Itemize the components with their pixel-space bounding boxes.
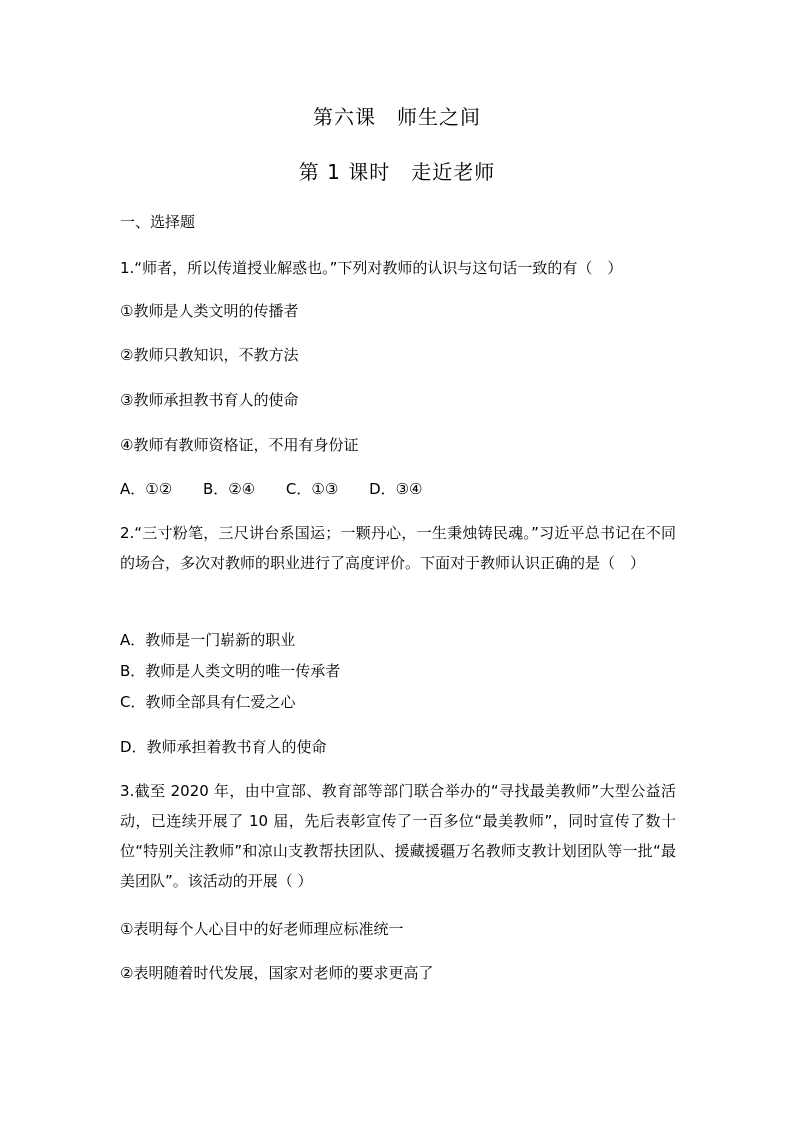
question-2-option-d: D．教师承担着教书育人的使命 (120, 738, 327, 756)
question-1-option-c: C．①③ (285, 480, 339, 498)
question-3-stem: 3.截至 2020 年，由中宣部、教育部等部门联合举办的“寻找最美教师”大型公益活动，已连续开展了 10 届，先后表彰宣传了一百多位“最美教师”，同时宣传了数十位“特别关注教师”和凉山支教帮扶团队、援藏援疆万名教师支教计划团队等一批“最美团队”。该活动的开展（ ） (120, 782, 676, 890)
section-heading: 一、选择题 (120, 213, 196, 231)
question-1-options (120, 479, 449, 499)
question-1-option-a: A．①② (120, 480, 173, 498)
question-2-option-c: C．教师全部具有仁爱之心 (120, 693, 296, 711)
question-1-statement-2: ②教师只教知识，不教方法 (120, 346, 299, 364)
question-3-statement-1: ①表明每个人心目中的好老师理应标准统一 (120, 920, 404, 938)
question-2-option-a: A．教师是一门崭新的职业 (120, 631, 296, 649)
lesson-subtitle: 第 1 课时 走近老师 (298, 160, 496, 184)
question-3-statement-2: ②表明随着时代发展，国家对老师的要求更高了 (120, 964, 434, 982)
question-1-option-b: B．②④ (202, 480, 256, 498)
question-1-statement-4: ④教师有教师资格证，不用有身份证 (120, 436, 359, 454)
question-2-stem: 2.“三寸粉笔，三尺讲台系国运；一颗丹心，一生秉烛铸民魂。”习近平总书记在不同的场合，多次对教师的职业进行了高度评价。下面对于教师认识正确的是（ ） (120, 524, 676, 572)
question-1-option-d: D．③④ (369, 480, 423, 498)
question-2-option-b: B．教师是人类文明的唯一传承者 (120, 662, 341, 680)
question-1-statement-3: ③教师承担教书育人的使命 (120, 391, 299, 409)
question-1-statement-1: ①教师是人类文明的传播者 (120, 302, 299, 320)
lesson-title: 第六课 师生之间 (313, 105, 481, 129)
question-1-stem: 1.“师者，所以传道授业解惑也。”下列对教师的认识与这句话一致的有（ ） (120, 259, 623, 277)
